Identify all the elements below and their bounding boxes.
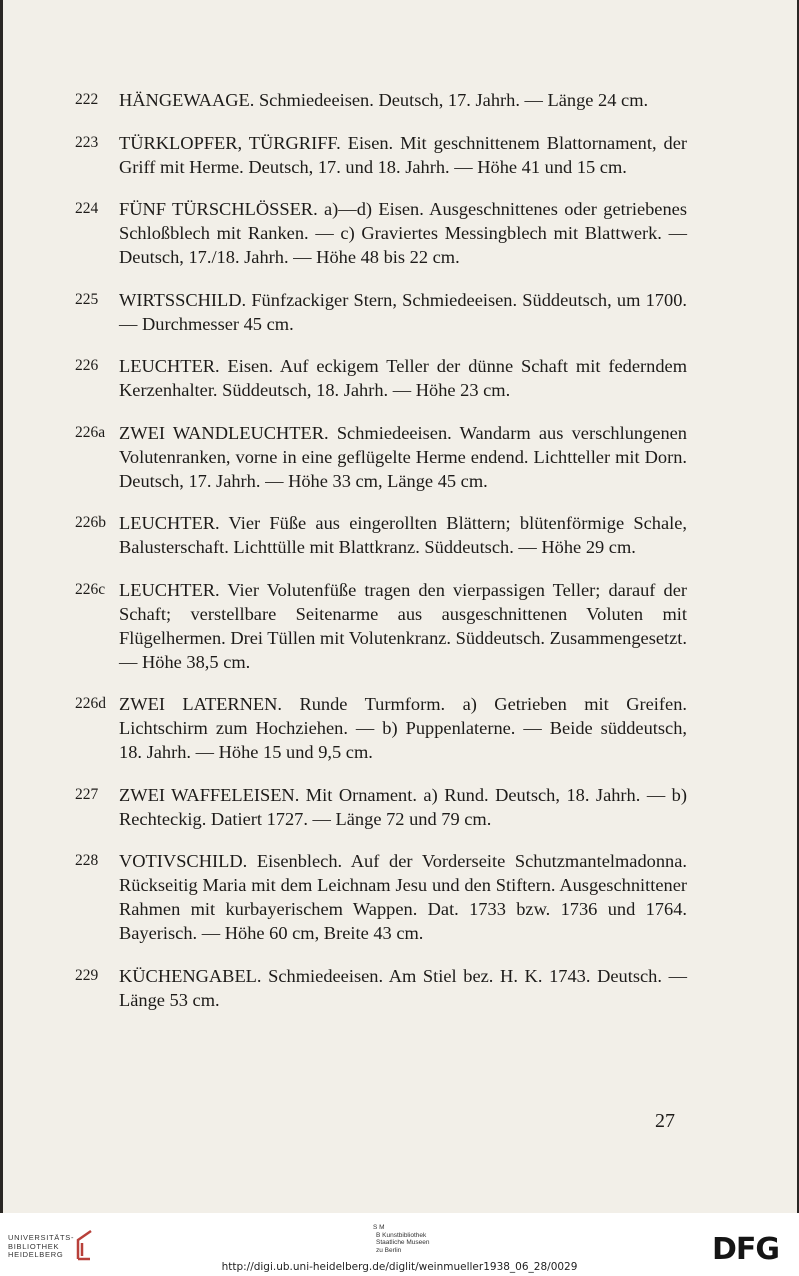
entry-text: FÜNF TÜRSCHLÖSSER. a)—d) Eisen. Ausgeschnittenes oder getriebenes Schloßblech mit Ranken. — c) Graviertes Messingblech mit Blattwerk. — Deutsch, 17./18. Jahrh. — Höhe 48 bis 22 cm. <box>119 199 687 267</box>
entry-number: 226c <box>75 580 106 598</box>
museum-line: B Kunstbibliothek <box>376 1231 427 1239</box>
catalog-entry <box>75 849 687 945</box>
catalog-entry <box>75 197 687 269</box>
museum-line: zu Berlin <box>376 1246 402 1254</box>
entry-text: LEUCHTER. Vier Füße aus eingerollten Blättern; blütenförmige Schale, Balusterschaft. Lichttülle mit Blattkranz. Süddeutsch. — Höhe 29 cm. <box>119 513 687 557</box>
entry-text: ZWEI LATERNEN. Runde Turmform. a) Getrieben mit Greifen. Lichtschirm zum Hochziehen. — b) Puppenlaterne. — Beide süddeutsch, 18. Jahrh. — Höhe 15 und 9,5 cm. <box>119 694 687 762</box>
catalog-entry <box>75 354 687 402</box>
entry-text: KÜCHENGABEL. Schmiedeeisen. Am Stiel bez. H. K. 1743. Deutsch. — Länge 53 cm. <box>119 965 687 1010</box>
catalog-entries <box>75 88 687 1030</box>
catalog-entry <box>75 511 687 559</box>
entry-number: 226a <box>75 423 106 441</box>
university-line: BIBLIOTHEK <box>8 1241 60 1251</box>
dfg-logo: DFG <box>712 1232 780 1267</box>
catalog-entry <box>75 783 687 831</box>
page-number: 27 <box>655 1110 675 1132</box>
entry-text: ZWEI WAFFELEISEN. Mit Ornament. a) Rund. Deutsch, 18. Jahrh. — b) Rechteckig. Datiert 1727. — Länge 72 und 79 cm. <box>119 784 687 829</box>
museum-line: S M <box>373 1224 385 1231</box>
entry-text: TÜRKLOPFER, TÜRGRIFF. Eisen. Mit geschnittenem Blattornament, der Griff mit Herme. Deutsch, 17. und 18. Jahrh. — Höhe 41 und 15 cm. <box>119 132 687 177</box>
entry-number: 225 <box>75 290 99 308</box>
catalog-entry <box>75 421 687 493</box>
catalog-entry <box>75 288 687 336</box>
university-logo-icon <box>71 1228 95 1262</box>
university-line: UNIVERSITÄTS- <box>8 1233 75 1242</box>
university-library-label <box>8 1234 74 1260</box>
entry-number: 227 <box>75 785 99 803</box>
entry-text: WIRTSSCHILD. Fünfzackiger Stern, Schmiedeeisen. Süddeutsch, um 1700. — Durchmesser 45 cm. <box>119 289 687 334</box>
entry-text: LEUCHTER. Eisen. Auf eckigem Teller der dünne Schaft mit federndem Kerzenhalter. Süddeutsch, 18. Jahrh. — Höhe 23 cm. <box>119 356 687 400</box>
catalog-entry <box>75 692 687 764</box>
catalog-entry <box>75 131 687 179</box>
entry-number: 223 <box>75 133 99 151</box>
museum-label <box>373 1224 429 1254</box>
entry-number: 224 <box>75 200 99 217</box>
entry-number: 222 <box>75 91 99 108</box>
source-url-link[interactable]: http://digi.ub.uni-heidelberg.de/diglit/weinmueller1938_06_28/0029 <box>221 1261 578 1273</box>
catalog-entry <box>75 88 687 112</box>
entry-number: 226b <box>75 514 106 531</box>
entry-text: VOTIVSCHILD. Eisenblech. Auf der Vorderseite Schutzmantelmadonna. Rückseitig Maria mit dem Leichnam Jesu und den Stiftern. Ausgeschnittener Rahmen mit kurbayerischem Wappen. Dat. 1733 bzw. 1736 und 1764. Bayerisch. — Höhe 60 cm, Breite 43 cm. <box>119 851 687 943</box>
university-line: HEIDELBERG <box>8 1250 64 1259</box>
entry-number: 226d <box>75 695 106 712</box>
entry-text: LEUCHTER. Vier Volutenfüße tragen den vierpassigen Teller; darauf der Schaft; verstellbare Seitenarme aus ausgeschnittenen Voluten mit Flügelhermen. Drei Tüllen mit Volutenkranz. Süddeutsch. Zusammengesetzt. — Höhe 38,5 cm. <box>119 579 687 672</box>
entry-number: 229 <box>75 966 99 984</box>
museum-line: Staatliche Museen <box>376 1239 430 1247</box>
entry-number: 228 <box>75 852 99 869</box>
entry-number: 226 <box>75 357 99 374</box>
catalog-entry <box>75 964 687 1012</box>
entry-text: HÄNGEWAAGE. Schmiedeeisen. Deutsch, 17. Jahrh. — Länge 24 cm. <box>119 90 649 110</box>
catalog-entry <box>75 578 687 674</box>
entry-text: ZWEI WANDLEUCHTER. Schmiedeeisen. Wandarm aus verschlungenen Volutenranken, vorne in eine geflügelte Herme endend. Lichtteller mit Dorn. Deutsch, 17. Jahrh. — Höhe 33 cm, Länge 45 cm. <box>119 422 687 491</box>
